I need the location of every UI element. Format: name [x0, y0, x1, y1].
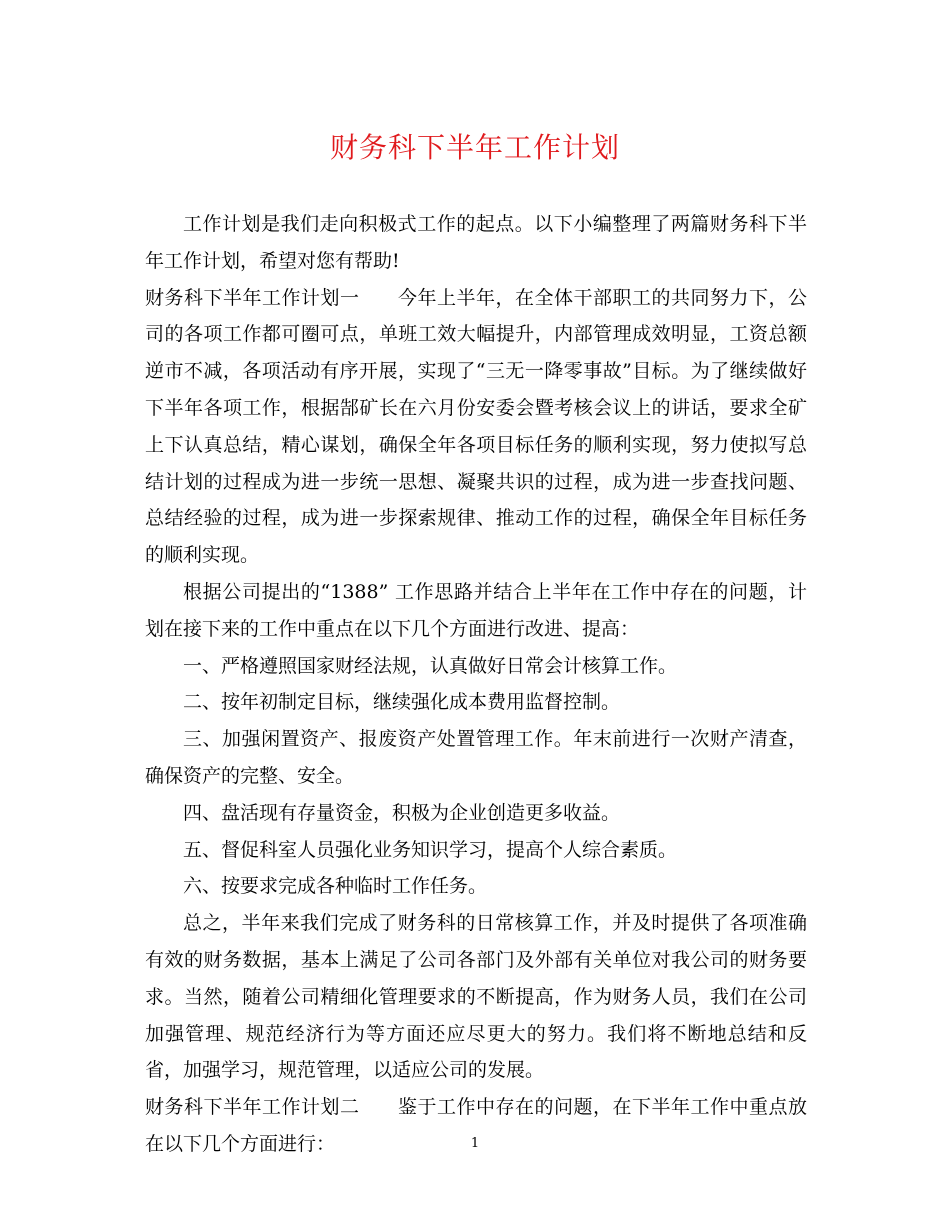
basis-paragraph: 根据公司提出的“1388” 工作思路并结合上半年在工作中存在的问题，计划在接下来的工作中重点在以下几个方面进行改进、提高：	[145, 580, 807, 640]
list-item-3: 三、加强闲置资产、报废资产处置管理工作。年末前进行一次财产清查，确保资产的完整、安全。	[145, 728, 807, 787]
list-item-5: 五、督促科室人员强化业务知识学习，提高个人综合素质。	[183, 838, 678, 861]
page-number: 1	[470, 1136, 480, 1151]
list-item-6: 六、按要求完成各种临时工作任务。	[183, 875, 488, 898]
plan-one-heading: 财务科下半年工作计划一	[145, 286, 360, 309]
plan-two-body: 鉴于工作中存在的问题，在下半年工作中重点放在以下几个方面进行：	[145, 1096, 807, 1155]
intro-paragraph: 工作计划是我们走向积极式工作的起点。以下小编整理了两篇财务科下半年工作计划，希望对您有帮助!	[145, 213, 807, 272]
plan-one-paragraph	[145, 280, 807, 574]
list-item-1: 一、严格遵照国家财经法规，认真做好日常会计核算工作。	[183, 654, 678, 677]
summary-paragraph: 总之，半年来我们完成了财务科的日常核算工作，并及时提供了各项准确有效的财务数据，基本上满足了公司各部门及外部有关单位对我公司的财务要求。当然，随着公司精细化管理要求的不断提高，作为财务人员，我们在公司加强管理、规范经济行为等方面还应尽更大的努力。我们将不断地总结和反省，加强学习，规范管理，以适应公司的发展。	[145, 912, 807, 1082]
list-item-2: 二、按年初制定目标，继续强化成本费用监督控制。	[183, 691, 621, 714]
document-body	[145, 206, 807, 1163]
plan-one-body: 今年上半年，在全体干部职工的共同努力下，公司的各项工作都可圈可点，单班工效大幅提升，内部管理成效明显，工资总额逆市不减，各项活动有序开展，实现了“三无一降零事故”目标。为了继续做好下半年各项工作，根据郜矿长在六月份安委会暨考核会议上的讲话，要求全矿上下认真总结，精心谋划，确保全年各项目标任务的顺利实现，努力使拟写总结计划的过程成为进一步统一思想、凝聚共识的过程，成为进一步查找问题、总结经验的过程，成为进一步探索规律、推动工作的过程，确保全年目标任务的顺利实现。	[145, 286, 807, 567]
list-item-4: 四、盘活现有存量资金，积极为企业创造更多收益。	[183, 801, 621, 824]
plan-two-heading: 财务科下半年工作计划二	[145, 1096, 360, 1119]
document-title: 财务科下半年工作计划	[329, 131, 620, 164]
